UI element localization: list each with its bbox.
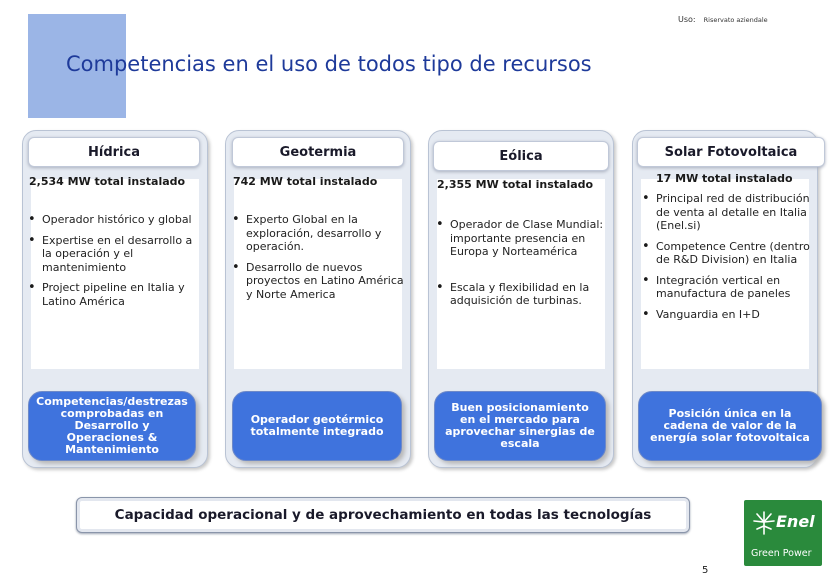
installed-hidrica: 2,534 MW total instalado [29, 175, 186, 188]
bullets-geotermia [232, 213, 404, 308]
logo-word: Enel [776, 512, 815, 531]
uso-label: Uso: [678, 15, 696, 24]
installed-eolica: 2,355 MW total instalado [437, 178, 594, 191]
enel-logo [744, 500, 822, 566]
enel-flower-icon [752, 510, 776, 536]
page-title: Competencias en el uso de todos tipo de recursos [66, 52, 592, 76]
page-number: 5 [702, 565, 709, 576]
list-item: • Operador histórico y global [28, 213, 200, 227]
list-item: • Escala y flexibilidad en la adquisición de turbinas. [436, 281, 608, 308]
installed-solar: 17 MW total instalado [656, 172, 793, 185]
list-item: • Experto Global en la exploración, desarrollo y operación. [232, 213, 404, 254]
heading-solar: Solar Fotovoltaica [637, 137, 825, 167]
list-item: • Desarrollo de nuevos proyectos en Latino América y Norte America [232, 261, 404, 302]
bullets-solar [642, 192, 818, 328]
summary-eolica: Buen posicionamiento en el mercado para aprovechar sinergias de escala [434, 391, 606, 461]
bullets-hidrica [28, 213, 200, 315]
bullets-eolica [436, 218, 608, 315]
list-item: • Principal red de distribución de venta al detalle en Italia (Enel.si) [642, 192, 818, 233]
logo-subtitle: Green Power [751, 548, 812, 559]
summary-solar: Posición única en la cadena de valor de la energía solar fotovoltaica [638, 391, 822, 461]
heading-eolica: Eólica [433, 141, 609, 171]
list-item: • Project pipeline en Italia y Latino América [28, 281, 200, 308]
list-item: • Integración vertical en manufactura de paneles [642, 274, 818, 301]
list-item: • Expertise en el desarrollo a la operación y el mantenimiento [28, 234, 200, 275]
list-item: • Competence Centre (dentro de R&D Division) en Italia [642, 240, 818, 267]
list-item: • Vanguardia en I+D [642, 308, 818, 322]
summary-hidrica: Competencias/destrezas comprobadas en Desarrollo y Operaciones & Mantenimiento [28, 391, 196, 461]
list-item: • Operador de Clase Mundial: importante presencia en Europa y Norteamérica [436, 218, 608, 259]
bottom-banner: Capacidad operacional y de aprovechamiento en todas las tecnologías [76, 497, 690, 533]
usage-label [678, 15, 768, 24]
installed-geotermia: 742 MW total instalado [233, 175, 378, 188]
heading-geotermia: Geotermia [232, 137, 404, 167]
summary-geotermia: Operador geotérmico totalmente integrado [232, 391, 402, 461]
uso-value: Riservato aziendale [703, 16, 768, 24]
heading-hidrica: Hídrica [28, 137, 200, 167]
